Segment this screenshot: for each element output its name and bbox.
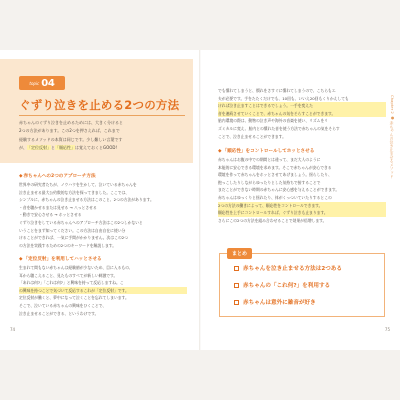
diamond-bullet-icon: ◆ <box>19 174 23 179</box>
section-heading <box>19 256 102 262</box>
section-heading-text: 「順応性」をコントロールしてホッとさせる <box>222 149 315 154</box>
left-page <box>0 50 199 350</box>
body-line: そこで、泣いている赤ちゃんの興味をひくことで、 <box>19 302 107 308</box>
summary-item-text: 赤ちゃんの「これ何?」を利用する <box>243 283 331 289</box>
highlight-term: 「順応性」 <box>55 144 75 150</box>
section-heading-text: 「定位反射」を利用してハッとさせる <box>23 257 102 262</box>
section-heading <box>19 173 96 179</box>
body-line: シンプルに、赤ちゃんの泣き止ませる方法はこのこと、2つの方法があります。 <box>19 197 154 203</box>
body-line: 環境を作って赤ちゃんをホッとさせてあげましょう。揺らしたり、 <box>218 172 332 178</box>
body-line: 赤ちゃんはゆっくりと揺れたり、体がくっついていたりするとこの <box>218 194 332 200</box>
lead-paragraph <box>19 119 185 152</box>
body-line: 定位反射が働くと、夢中になって泣くことを忘れてしまいます。 <box>19 295 129 301</box>
checkbox-icon <box>234 300 239 305</box>
body-line: 耳から聴こえること、見たものすべてが新しい刺激です。 <box>19 272 118 278</box>
topic-header-panel <box>0 59 193 163</box>
highlighted-body-line: 2つの方法の働きによって、順応性をコントロールできます。 <box>218 202 386 210</box>
page-title: ぐずり泣きを止める2つの方法 <box>19 98 180 112</box>
page-number: 74 <box>10 327 16 332</box>
body-line: ズミカルに変え、胎内との慣れた音を使う方法で赤ちゃんの気をそらす <box>218 125 340 131</box>
topic-badge-label: topic <box>29 80 40 86</box>
topic-badge <box>19 76 65 90</box>
diamond-bullet-icon: ◆ <box>19 257 23 262</box>
body-line: 世界中の研究者たちが、ノウハウを生かして、泣いている赤ちゃんを <box>19 182 137 187</box>
body-line: 生まれて間もない赤ちゃんは経験値が少ないため、目に入るもの、 <box>19 265 133 270</box>
right-page <box>201 50 400 350</box>
topic-badge-number: 04 <box>41 77 55 89</box>
section-heading-text: 赤ちゃんへの2つのアプローチ方法 <box>23 174 96 179</box>
body-line: 赤ちゃんはお腹の中での期間とは違って、まだ大人のように <box>218 157 321 162</box>
highlighted-body-line: 音を連続させていくことで、赤ちゃんの気をそらすことができます。 <box>218 110 386 118</box>
checkbox-icon <box>234 266 239 271</box>
summary-label: まとめ <box>227 248 252 259</box>
body-paragraph <box>19 181 187 249</box>
body-line: ぐずり泣きをしている赤ちゃんへのアプローチ方法はこの2つしかないと <box>19 219 143 225</box>
summary-item-text: 赤ちゃんを泣き止ませる方法は2つある <box>243 266 342 272</box>
body-line: 「あれは何?」「これは何?」と興味を持って反応しますね。こ <box>19 280 124 286</box>
body-line: いうことをまず知ってください。この方法は自由自在に使い分 <box>19 227 126 233</box>
summary-item <box>234 281 330 289</box>
summary-item <box>234 264 342 272</box>
running-head: Chapter 2 ● 赤ちゃんの泣き止ませるメソッド <box>390 95 395 179</box>
lead-text: と <box>51 144 55 150</box>
body-line: ことで、泣き止ませることができます。 <box>218 133 286 139</box>
lead-line: 2つの方法があります。この2つを押さえれば、これまで <box>19 128 120 134</box>
lead-text: が、 <box>19 144 27 150</box>
section-heading <box>218 148 314 154</box>
body-bullet-line: ・音を聴かせるまたは見せる → 八っとさせる <box>19 204 97 210</box>
lead-text: は覚えておくとGOOD! <box>75 144 118 150</box>
highlighted-body-line: ければ泣き止ますことはできるでしょう。一手を変えた <box>218 102 386 110</box>
body-paragraph <box>218 156 386 224</box>
body-line: 泣き止ませることができる、というわけです。 <box>19 310 99 316</box>
body-line: 胎内環境の際は、動物の泣き声や海外の音楽を使い、リズムをリ <box>218 118 329 124</box>
title-underline <box>19 115 185 116</box>
lead-line: 経験するメソッドの本質は同じです。少し難しい言葉です <box>19 136 123 142</box>
lead-line: 赤ちゃんのぐずり泣きを止めるためには、大きく分けると <box>19 120 123 125</box>
book-spread <box>0 50 400 350</box>
highlighted-body-line: の興味を持つことで気づいて反応するこれが「定位反射」です。 <box>19 287 187 295</box>
summary-item <box>234 298 316 306</box>
body-line: 抱っこしたりしながらゆったりとした気持ちで接することで <box>218 179 321 185</box>
summary-box <box>219 253 385 317</box>
checkbox-icon <box>234 283 239 288</box>
body-line: けることができれば、一気に手間がかかりません。次はこの2つ <box>19 235 128 241</box>
body-paragraph <box>218 87 386 140</box>
body-line: さらにこの2つの方法を組み合わせることで効果が倍増します。 <box>218 217 327 223</box>
highlighted-body-line: 順応性を上手にコントロールすれば、ぐずり泣きも止まります。 <box>218 209 386 217</box>
body-line: の方法を実践するための2つのキーワードを解説します。 <box>19 242 117 248</box>
body-line: でも慣れてしまうと、慣れをさすぐに慣れてしまうので、こちらもエ <box>218 88 336 93</box>
body-paragraph <box>19 264 187 317</box>
body-line: 夫が必要です。手をたたくだけでも、10回も、いいえ20回もくりかえしても <box>218 95 349 101</box>
body-line: 本能的に安心できる環境を求めます。そこで赤ちゃんが安心できる <box>218 164 332 170</box>
page-number: 75 <box>384 327 390 332</box>
highlight-term: 「定位反射」 <box>27 144 51 150</box>
summary-item-text: 赤ちゃんは意外に雑音が好き <box>243 300 316 306</box>
body-line: 泣き止ませる最大公約数的な方法を探ってきました。ここでは、 <box>19 189 130 195</box>
lead-line <box>19 144 185 152</box>
body-line: まだことができない時期の赤ちゃんに安心感を与えることができます。 <box>218 187 340 193</box>
body-bullet-line: ・動きで安心させる → ホッとさせる <box>19 212 82 218</box>
diamond-bullet-icon: ◆ <box>218 149 222 154</box>
